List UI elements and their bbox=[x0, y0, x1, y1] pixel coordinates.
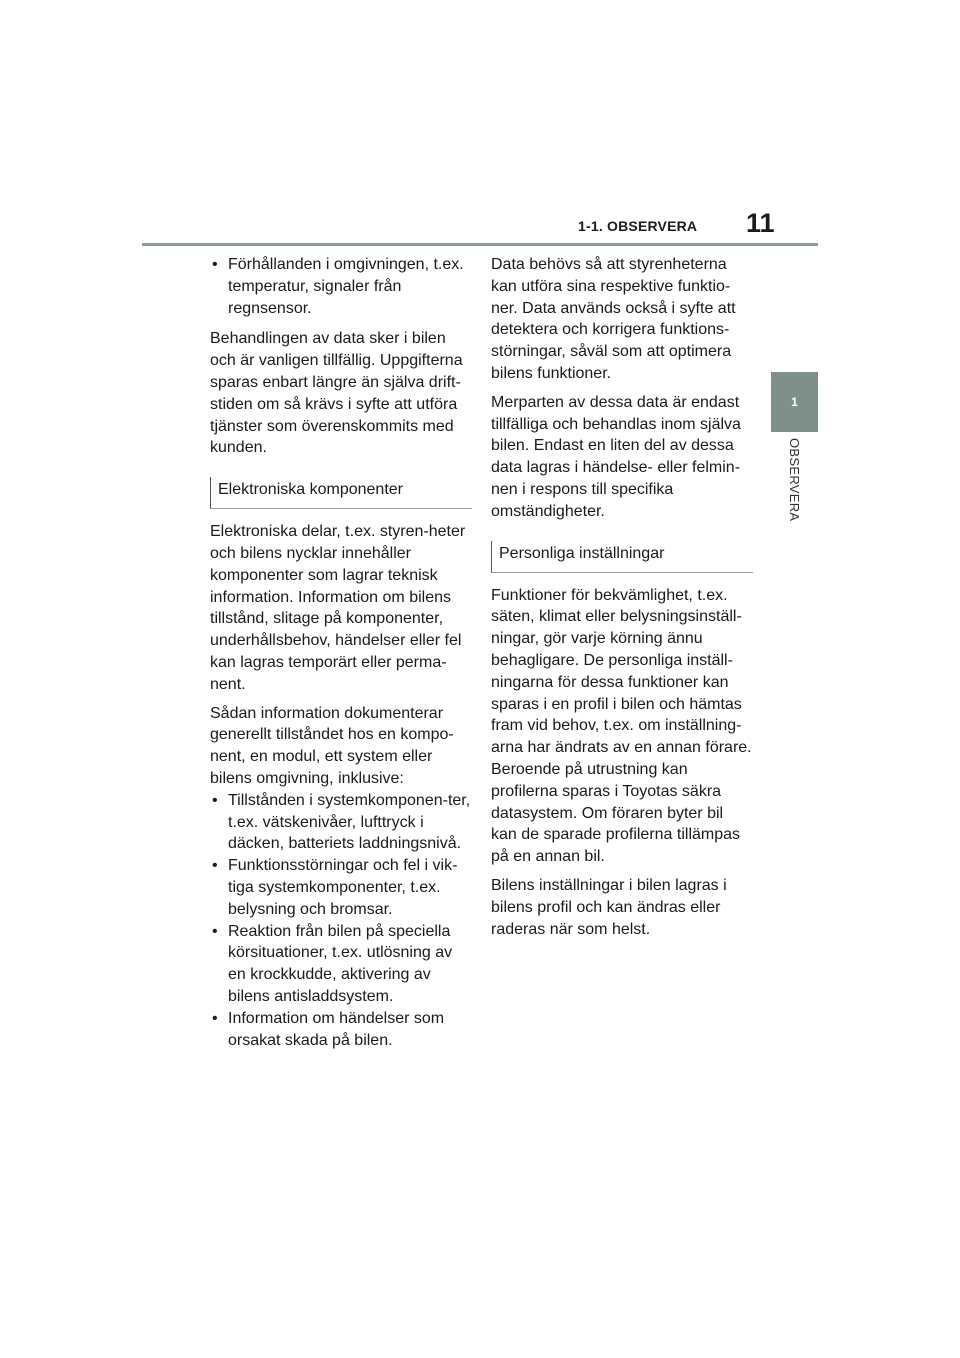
list-item bbox=[210, 790, 472, 855]
list-item-text: Förhållanden i omgivningen, t.ex. temperatur, signaler från regnsensor. bbox=[228, 256, 464, 317]
list-item-text: Tillstånden i systemkomponen-ter, t.ex. vätskenivåer, lufttryck i däcken, batteriets laddningsnivå. bbox=[228, 791, 471, 853]
paragraph: Sådan information dokumenterar generellt tillståndet hos en kompo-nent, en modul, ett system eller bilens omgivning, inklusive: bbox=[210, 704, 454, 787]
list-item-text: Reaktion från bilen på speciella körsituationer, t.ex. utlösning av en krockkudde, aktivering av bilens antisladdsystem. bbox=[228, 922, 453, 1005]
list-item bbox=[210, 254, 472, 319]
subheading-personal-settings: Personliga inställningar bbox=[491, 541, 753, 573]
section-title: 1-1. OBSERVERA bbox=[578, 218, 698, 234]
left-column bbox=[210, 254, 472, 1058]
list-item-text: Funktionsstörningar och fel i vik-tiga systemkomponenter, t.ex. belysning och bromsar. bbox=[228, 857, 458, 918]
list-item bbox=[210, 1008, 472, 1052]
bullet-list-top bbox=[210, 254, 472, 319]
chapter-label: OBSERVERA bbox=[787, 438, 802, 522]
header-divider bbox=[142, 243, 818, 246]
paragraph: Bilens inställningar i bilen lagras i bilens profil och kan ändras eller raderas när som helst. bbox=[491, 876, 727, 938]
bullet-icon: • bbox=[212, 256, 218, 273]
paragraph: Funktioner för bekvämlighet, t.ex. säten, klimat eller belysningsinställ-ningar, gör varje körning ännu behagligare. De personliga inställ-ningarna för dessa funktioner kan sparas i en profil i bilen och hämtas fram vid behov, t.ex. om inställning-arna har ändrats av en annan förare. Beroende på utrustning kan profilerna sparas i Toyotas säkra datasystem. Om föraren byter bil kan de sparade profilerna tillämpas på en annan bil. bbox=[491, 586, 752, 866]
list-item bbox=[210, 921, 472, 1008]
bullet-icon: • bbox=[212, 922, 218, 940]
list-item-text: Information om händelser som orsakat skada på bilen. bbox=[228, 1009, 445, 1049]
paragraph: Behandlingen av data sker i bilen och är vanligen tillfällig. Uppgifterna sparas enbart längre än själva drift-stiden om så krävs i syfte att utföra tjänster som överenskommits med kunden. bbox=[210, 330, 463, 457]
right-column bbox=[491, 254, 753, 947]
bullet-icon: • bbox=[212, 1009, 218, 1027]
paragraph: Merparten av dessa data är endast tillfälliga och behandlas inom själva bilen. Endast en liten del av dessa data lagras i händelse- eller felmin-nen i respons till specifika omständigheter. bbox=[491, 393, 741, 520]
chapter-number: 1 bbox=[791, 395, 798, 409]
chapter-tab[interactable] bbox=[771, 372, 818, 432]
bullet-list bbox=[210, 790, 472, 1052]
page-number: 11 bbox=[746, 208, 775, 238]
bullet-icon: • bbox=[212, 857, 218, 875]
paragraph: Data behövs så att styrenheterna kan utföra sina respektive funktio-ner. Data används också i syfte att detektera och korrigera funktions-störningar, såväl som att optimera bilens funktioner. bbox=[491, 256, 736, 382]
paragraph: Elektroniska delar, t.ex. styren-heter och bilens nycklar innehåller komponenter som lagrar teknisk information. Information om bilens tillstånd, slitage på komponenter, underhållsbehov, händelser eller fel kan lagras temporärt eller perma-nent. bbox=[210, 523, 466, 693]
bullet-icon: • bbox=[212, 791, 218, 809]
subheading-electronic-components: Elektroniska komponenter bbox=[210, 477, 472, 509]
list-item bbox=[210, 855, 472, 920]
